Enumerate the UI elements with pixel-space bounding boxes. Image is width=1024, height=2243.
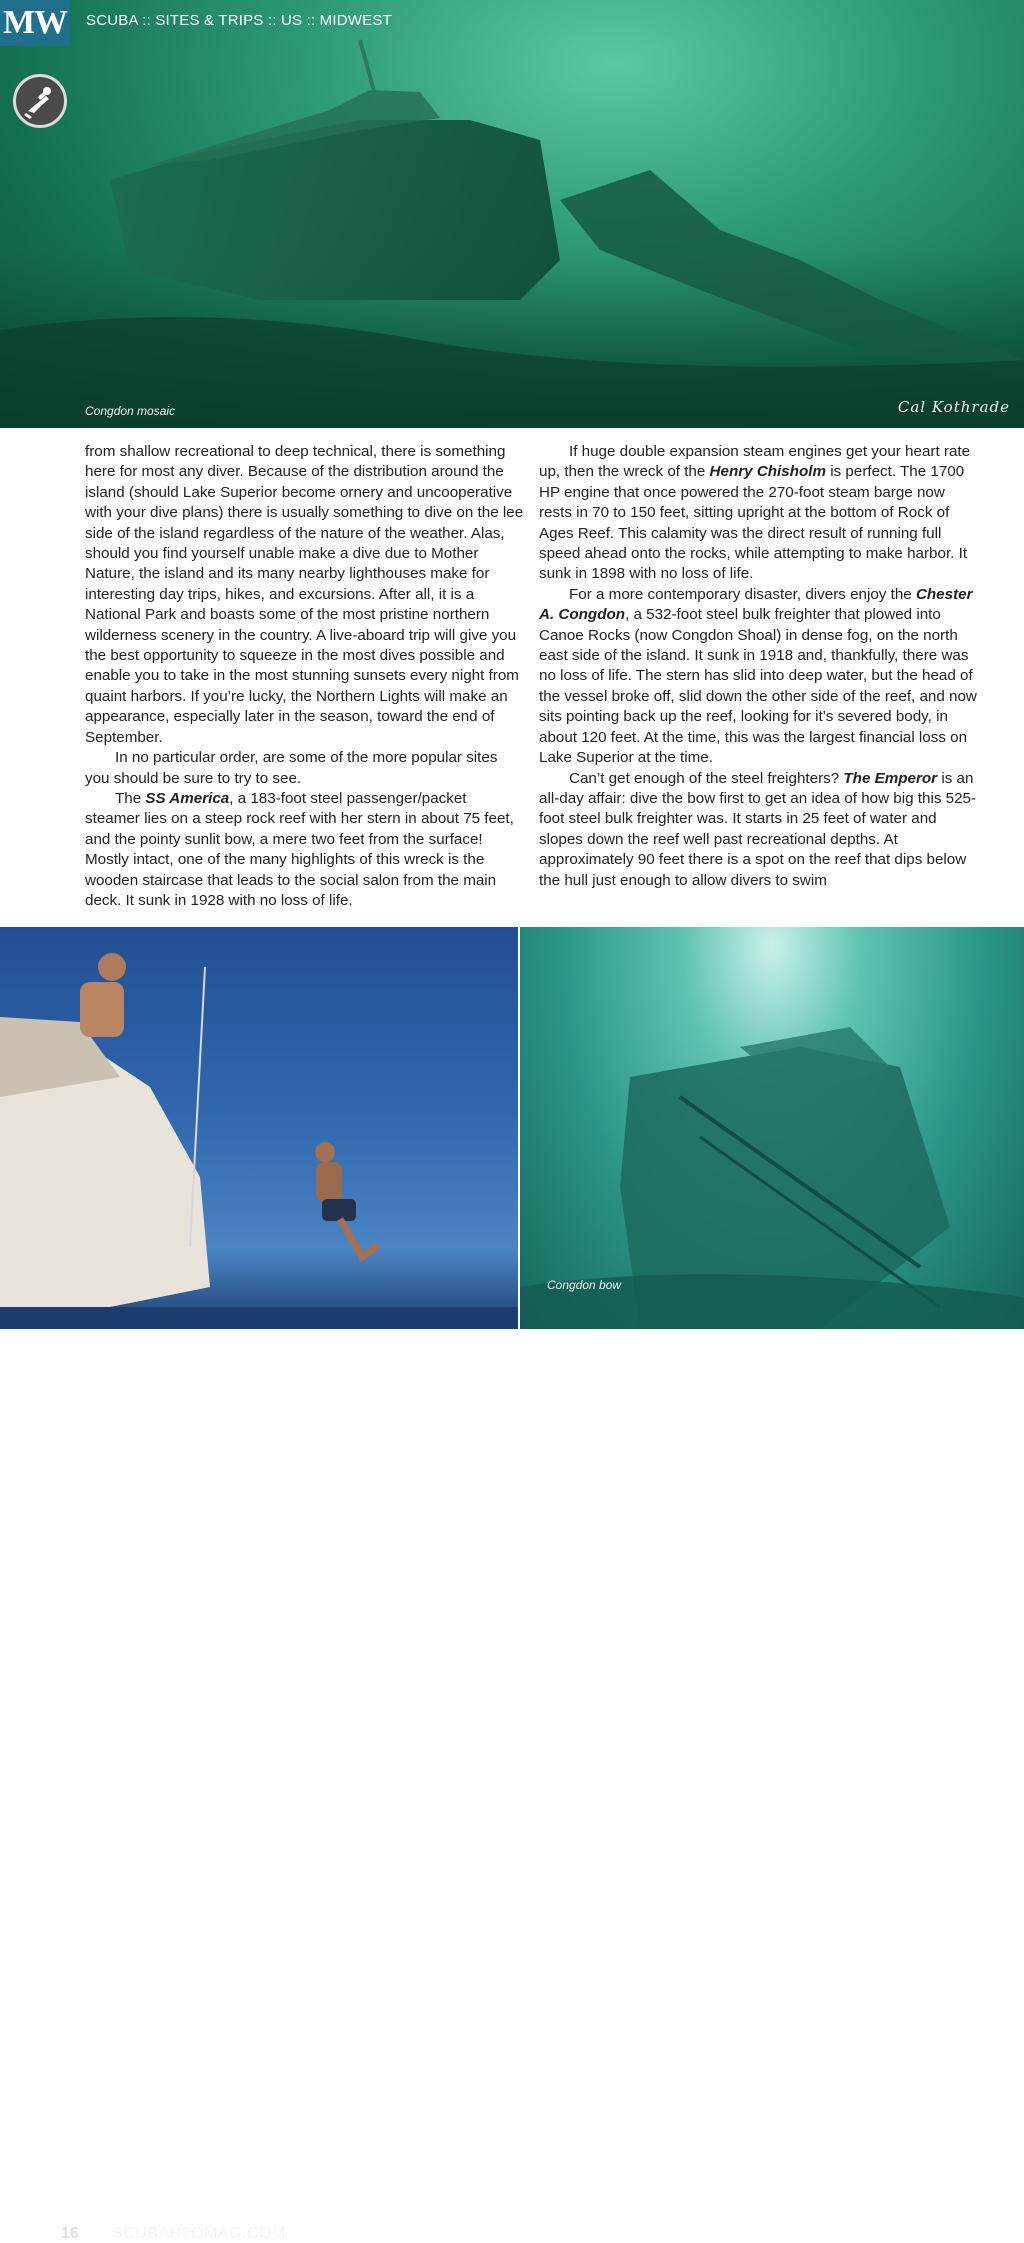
- bottom-caption: Congdon bow: [547, 1278, 622, 1292]
- article-paragraph: [85, 789, 525, 911]
- bow-wreck-illustration: [520, 927, 1024, 1329]
- article-column-right: [539, 442, 979, 891]
- section-tag: MW: [0, 0, 70, 46]
- article-column-left: [85, 442, 525, 911]
- magazine-site: SCUBAH2OMAG.COM: [112, 2225, 286, 2242]
- ship-name: Henry Chisholm: [709, 463, 827, 481]
- hero-photo-congdon-mosaic: [0, 0, 1024, 428]
- photo-boat-jump: [0, 927, 518, 2242]
- ship-name: Chester A. Congdon: [539, 585, 973, 624]
- boat-scene-illustration: [0, 927, 518, 1329]
- ship-name: SS America: [145, 789, 230, 807]
- article-paragraph: [539, 442, 979, 585]
- article-paragraph: [539, 585, 979, 769]
- paragraph-text: In no particular order, are some of the more popular sites you should be sure to try to see.: [85, 749, 498, 787]
- ship-name: The Emperor: [843, 769, 938, 787]
- scuba-diver-icon: [13, 74, 67, 128]
- breadcrumb: SCUBA :: SITES & TRIPS :: US :: MIDWEST: [86, 12, 392, 29]
- paragraph-text: Can’t get enough of the steel freighters?: [569, 769, 844, 787]
- article-paragraph: [539, 769, 979, 891]
- paragraph-text: , a 532-foot steel bulk freighter that plowed into Canoe Rocks (now Congdon Shoal) in dense fog, on the north east side of the island. It sunk in 1918 and, thankfully, there was no loss of life. The stern has slid into deep water, but the head of the vessel broke off, slid down the other side of the reef, and now sits pointing back up the reef, looking for it’s severed body, in about 120 feet. At the time, this was the largest financial loss on Lake Superior at the time.: [539, 606, 977, 767]
- hero-caption: Congdon mosaic: [85, 404, 176, 418]
- paragraph-text: The: [115, 789, 146, 807]
- paragraph-text: For a more contemporary disaster, divers enjoy the: [569, 585, 916, 603]
- photo-congdon-bow: [520, 927, 1024, 1329]
- page-number: 16: [61, 2225, 79, 2242]
- shipwreck-illustration: [0, 0, 1024, 428]
- paragraph-text: is an all-day affair: dive the bow first to get an idea of how big this 525-foot steel bulk freighter was. It starts in 25 feet of water and slopes down the reef well past recreational depths. At approximately 90 feet there is a spot on the reef that dips below the hull just enough to allow divers to swim: [539, 769, 977, 889]
- photo-credit-signature: Cal Kothrade: [897, 398, 1010, 416]
- article-paragraph: [85, 442, 525, 748]
- paragraph-text: If huge double expansion steam engines get your heart rate up, then the wreck of the: [539, 443, 971, 481]
- article-paragraph: [85, 748, 525, 789]
- paragraph-text: is perfect. The 1700 HP engine that once powered the 270-foot steam barge now rests in 70 to 150 feet, sitting upright at the bottom of Rock of Ages Reef. This calamity was the direct result of running full speed ahead onto the rocks, while attempting to make harbor. It sunk in 1898 with no loss of life.: [539, 463, 968, 583]
- paragraph-text: from shallow recreational to deep technical, there is something here for most any diver. Because of the distribution around the island (should Lake Superior become ornery and uncooperative with your dive plans) there is usually something to dive on the lee side of the island regardless of the nature of the weather. Alas, should you find yourself unable make a dive due to Mother Nature, the island and its many nearby lighthouses make for interesting day trips, hikes, and excursions. After all, it is a National Park and boasts some of the most pristine northern wilderness scenery in the country. A live-aboard trip will give you the best opportunity to squeeze in the most dives possible and enable you to take in the most stunning sunsets every night from quaint harbors. If you’re lucky, the Northern Lights will make an appearance, especially later in the season, toward the end of September.: [85, 443, 524, 746]
- paragraph-text: , a 183-foot steel passenger/packet steamer lies on a steep rock reef with her stern in about 75 feet, and the pointy sunlit bow, a mere two feet from the surface! Mostly intact, one of the many highlights of this wreck is the wooden staircase that leads to the social salon from the main deck. It sunk in 1928 with no loss of life.: [85, 789, 514, 909]
